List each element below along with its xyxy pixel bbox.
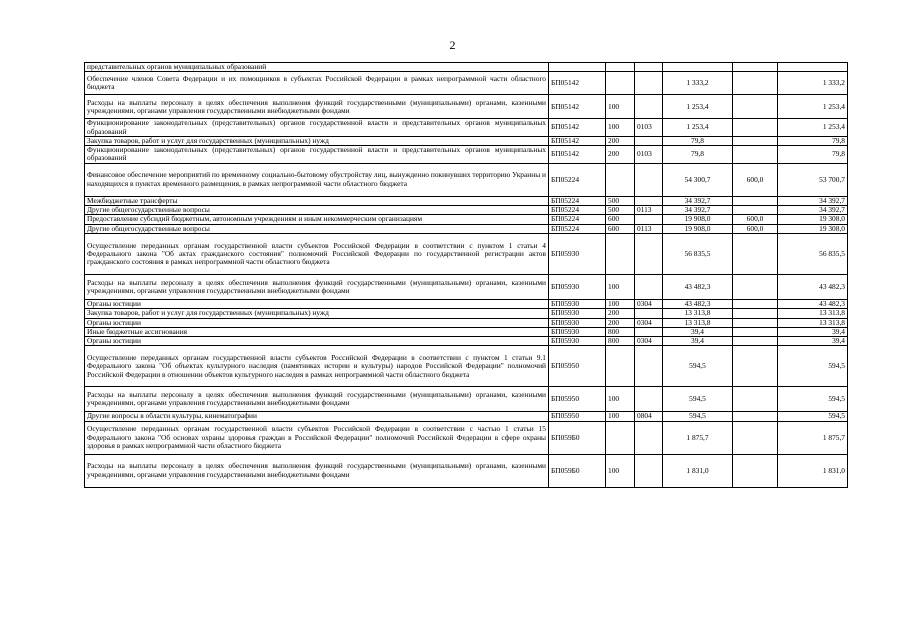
row-amount-approved: 1 875,7 xyxy=(663,421,733,454)
row-amount-approved: 594,5 xyxy=(663,412,733,421)
row-expense-type: 800 xyxy=(606,327,635,336)
row-amount-approved: 1 253,4 xyxy=(663,95,733,119)
table-row xyxy=(85,233,848,274)
row-amount-total: 34 392,7 xyxy=(778,206,848,215)
row-target-code: БП05930 xyxy=(549,337,606,346)
table-row xyxy=(85,196,848,205)
row-section-code xyxy=(635,454,663,487)
row-amount-total xyxy=(778,63,848,72)
row-amount-change xyxy=(733,337,778,346)
row-target-code: БП05930 xyxy=(549,299,606,308)
row-target-code: БП05224 xyxy=(549,163,606,196)
row-target-code: БП05950 xyxy=(549,412,606,421)
row-expense-type: 100 xyxy=(606,412,635,421)
table-row xyxy=(85,346,848,387)
table-row xyxy=(85,412,848,421)
row-amount-total: 1 333,2 xyxy=(778,72,848,95)
row-amount-approved: 43 482,3 xyxy=(663,274,733,299)
row-amount-total: 39,4 xyxy=(778,337,848,346)
row-amount-approved: 79,8 xyxy=(663,146,733,164)
row-description: Расходы на выплаты персоналу в целях обеспечения выполнения функций государственными (муниципальными) органами, казенными учреждениями, органами управления государственными внебюджетными фондами xyxy=(85,387,549,412)
row-amount-change xyxy=(733,274,778,299)
row-amount-change xyxy=(733,327,778,336)
table-row xyxy=(85,95,848,119)
row-target-code: БП05142 xyxy=(549,72,606,95)
row-expense-type xyxy=(606,421,635,454)
row-expense-type: 100 xyxy=(606,387,635,412)
row-description: Иные бюджетные ассигнования xyxy=(85,327,549,336)
row-amount-change xyxy=(733,454,778,487)
row-description: Обеспечение членов Совета Федерации и их помощников в субъектах Российской Федерации в рамках непрограммной части областного бюджета xyxy=(85,72,549,95)
row-amount-total: 1 875,7 xyxy=(778,421,848,454)
row-section-code xyxy=(635,421,663,454)
page-number: 2 xyxy=(449,38,456,52)
row-target-code: БП05224 xyxy=(549,224,606,233)
table-row xyxy=(85,274,848,299)
row-description: представительных органов муниципальных образований xyxy=(85,63,549,72)
table-row xyxy=(85,163,848,196)
row-expense-type: 800 xyxy=(606,337,635,346)
row-amount-change xyxy=(733,119,778,137)
row-description: Органы юстиции xyxy=(85,299,549,308)
table-row xyxy=(85,327,848,336)
row-amount-approved: 39,4 xyxy=(663,327,733,336)
row-target-code: БП05142 xyxy=(549,136,606,145)
row-amount-change xyxy=(733,346,778,387)
row-amount-total: 43 482,3 xyxy=(778,274,848,299)
row-expense-type xyxy=(606,163,635,196)
row-section-code xyxy=(635,72,663,95)
row-amount-change: 600,0 xyxy=(733,163,778,196)
row-description: Функционирование законодательных (представительных) органов государственной власти и представительных органов муниципальных образований xyxy=(85,146,549,164)
row-amount-change xyxy=(733,299,778,308)
row-amount-total: 43 482,3 xyxy=(778,299,848,308)
row-amount-total: 34 392,7 xyxy=(778,196,848,205)
row-description: Другие общегосударственные вопросы xyxy=(85,224,549,233)
row-section-code xyxy=(635,387,663,412)
row-amount-total: 13 313,8 xyxy=(778,318,848,327)
row-target-code: БП05950 xyxy=(549,346,606,387)
row-description: Предоставление субсидий бюджетным, автономным учреждениям и иным некоммерческим организациям xyxy=(85,215,549,224)
row-amount-total: 594,5 xyxy=(778,387,848,412)
row-amount-change xyxy=(733,72,778,95)
row-description: Осуществление переданных органам государственной власти субъектов Российской Федерации в соответствии с пунктом 1 статьи 4 Федерального закона "Об актах гражданского состояния" полномочий Российской Федерации по государственной регистрации актов гражданского состояния в рамках непрограммной части областного бюджета xyxy=(85,233,549,274)
row-expense-type: 100 xyxy=(606,299,635,308)
row-section-code: 0113 xyxy=(635,206,663,215)
row-amount-total: 1 831,0 xyxy=(778,454,848,487)
row-expense-type: 200 xyxy=(606,318,635,327)
row-amount-total: 79,8 xyxy=(778,136,848,145)
row-section-code: 0304 xyxy=(635,337,663,346)
row-expense-type: 500 xyxy=(606,206,635,215)
row-description: Расходы на выплаты персоналу в целях обеспечения выполнения функций государственными (муниципальными) органами, казенными учреждениями, органами управления государственными внебюджетными фондами xyxy=(85,274,549,299)
row-description: Осуществление переданных органам государственной власти субъектов Российской Федерации в соответствии с пунктом 1 статьи 9.1 Федерального закона "Об объектах культурного наследия (памятниках истории и культуры) народов Российской Федерации" полномочий Российской Федерации в отношении объектов культурного наследия в рамках непрограммной части областного бюджета xyxy=(85,346,549,387)
row-description: Расходы на выплаты персоналу в целях обеспечения выполнения функций государственными (муниципальными) органами, казенными учреждениями, органами управления государственными внебюджетными фондами xyxy=(85,454,549,487)
row-target-code: БП05930 xyxy=(549,233,606,274)
row-expense-type xyxy=(606,346,635,387)
row-expense-type: 100 xyxy=(606,119,635,137)
row-amount-approved: 13 313,8 xyxy=(663,309,733,318)
row-amount-total: 13 313,8 xyxy=(778,309,848,318)
row-amount-approved: 43 482,3 xyxy=(663,299,733,308)
row-section-code: 0103 xyxy=(635,119,663,137)
row-amount-total: 39,4 xyxy=(778,327,848,336)
table-row xyxy=(85,215,848,224)
row-target-code xyxy=(549,63,606,72)
row-section-code xyxy=(635,346,663,387)
row-amount-total: 1 253,4 xyxy=(778,95,848,119)
row-target-code: БП05224 xyxy=(549,196,606,205)
row-amount-approved: 13 313,8 xyxy=(663,318,733,327)
table-row xyxy=(85,337,848,346)
table-row xyxy=(85,421,848,454)
row-section-code xyxy=(635,274,663,299)
row-amount-total: 1 253,4 xyxy=(778,119,848,137)
row-target-code: БП05930 xyxy=(549,318,606,327)
row-expense-type: 200 xyxy=(606,146,635,164)
row-expense-type xyxy=(606,63,635,72)
row-amount-change xyxy=(733,63,778,72)
row-amount-approved: 19 908,0 xyxy=(663,215,733,224)
row-expense-type: 100 xyxy=(606,454,635,487)
row-expense-type: 200 xyxy=(606,136,635,145)
row-description: Финансовое обеспечение мероприятий по временному социально-бытовому обустройству лиц, вынужденно покинувших территорию Украины и находящихся в пунктах временного размещения, в рамках непрограммной части областного бюджета xyxy=(85,163,549,196)
row-target-code: БП05142 xyxy=(549,119,606,137)
row-target-code: БП059Б0 xyxy=(549,421,606,454)
row-description: Осуществление переданных органам государственной власти субъектов Российской Федерации в соответствии с частью 1 статьи 15 Федерального закона "Об основах охраны здоровья граждан в Российской Федерации" полномочий Российской Федерации в сфере охраны здоровья в рамках непрограммной части областного бюджета xyxy=(85,421,549,454)
row-description: Расходы на выплаты персоналу в целях обеспечения выполнения функций государственными (муниципальными) органами, казенными учреждениями, органами управления государственными внебюджетными фондами xyxy=(85,95,549,119)
table-row xyxy=(85,454,848,487)
row-section-code xyxy=(635,95,663,119)
row-expense-type: 600 xyxy=(606,224,635,233)
row-amount-total: 594,5 xyxy=(778,412,848,421)
row-description: Органы юстиции xyxy=(85,337,549,346)
row-amount-approved: 19 908,0 xyxy=(663,224,733,233)
row-amount-approved: 1 831,0 xyxy=(663,454,733,487)
row-section-code xyxy=(635,215,663,224)
row-amount-change: 600,0 xyxy=(733,215,778,224)
row-amount-approved: 34 392,7 xyxy=(663,206,733,215)
row-expense-type: 200 xyxy=(606,309,635,318)
row-expense-type: 500 xyxy=(606,196,635,205)
row-section-code: 0113 xyxy=(635,224,663,233)
row-amount-total: 19 308,0 xyxy=(778,224,848,233)
table-row xyxy=(85,309,848,318)
row-section-code xyxy=(635,136,663,145)
row-section-code: 0304 xyxy=(635,299,663,308)
table-row xyxy=(85,318,848,327)
table-row xyxy=(85,224,848,233)
row-expense-type: 600 xyxy=(606,215,635,224)
row-amount-change xyxy=(733,318,778,327)
row-description: Межбюджетные трансферты xyxy=(85,196,549,205)
row-target-code: БП05950 xyxy=(549,387,606,412)
row-amount-change xyxy=(733,421,778,454)
row-amount-approved: 56 835,5 xyxy=(663,233,733,274)
row-description: Функционирование законодательных (представительных) органов государственной власти и представительных органов муниципальных образований xyxy=(85,119,549,137)
row-amount-approved: 54 300,7 xyxy=(663,163,733,196)
row-amount-change xyxy=(733,196,778,205)
table-row xyxy=(85,299,848,308)
row-amount-approved: 39,4 xyxy=(663,337,733,346)
row-target-code: БП05224 xyxy=(549,206,606,215)
row-section-code xyxy=(635,63,663,72)
row-section-code: 0103 xyxy=(635,146,663,164)
row-amount-change xyxy=(733,233,778,274)
row-section-code xyxy=(635,233,663,274)
row-expense-type: 100 xyxy=(606,274,635,299)
row-amount-change xyxy=(733,412,778,421)
row-section-code: 0804 xyxy=(635,412,663,421)
row-amount-change xyxy=(733,136,778,145)
row-amount-change xyxy=(733,309,778,318)
row-amount-total: 56 835,5 xyxy=(778,233,848,274)
row-amount-change xyxy=(733,146,778,164)
row-section-code: 0304 xyxy=(635,318,663,327)
row-amount-approved: 594,5 xyxy=(663,346,733,387)
row-target-code: БП059Б0 xyxy=(549,454,606,487)
table-row xyxy=(85,206,848,215)
row-description: Другие общегосударственные вопросы xyxy=(85,206,549,215)
budget-table xyxy=(84,62,848,488)
row-amount-total: 53 700,7 xyxy=(778,163,848,196)
row-target-code: БП05930 xyxy=(549,327,606,336)
table-row xyxy=(85,146,848,164)
row-amount-approved: 1 333,2 xyxy=(663,72,733,95)
row-amount-change xyxy=(733,387,778,412)
row-target-code: БП05930 xyxy=(549,309,606,318)
row-expense-type xyxy=(606,233,635,274)
row-section-code xyxy=(635,163,663,196)
row-section-code xyxy=(635,327,663,336)
row-target-code: БП05930 xyxy=(549,274,606,299)
row-description: Другие вопросы в области культуры, кинематографии xyxy=(85,412,549,421)
row-amount-change: 600,0 xyxy=(733,224,778,233)
row-amount-change xyxy=(733,206,778,215)
row-amount-change xyxy=(733,95,778,119)
row-amount-total: 79,8 xyxy=(778,146,848,164)
row-description: Органы юстиции xyxy=(85,318,549,327)
row-amount-total: 594,5 xyxy=(778,346,848,387)
row-target-code: БП05142 xyxy=(549,95,606,119)
table-row xyxy=(85,119,848,137)
row-section-code xyxy=(635,196,663,205)
row-description: Закупка товаров, работ и услуг для государственных (муниципальных) нужд xyxy=(85,309,549,318)
row-expense-type xyxy=(606,72,635,95)
row-amount-approved xyxy=(663,63,733,72)
row-target-code: БП05142 xyxy=(549,146,606,164)
row-expense-type: 100 xyxy=(606,95,635,119)
row-amount-approved: 594,5 xyxy=(663,387,733,412)
row-amount-approved: 34 392,7 xyxy=(663,196,733,205)
row-amount-approved: 1 253,4 xyxy=(663,119,733,137)
table-row xyxy=(85,387,848,412)
row-section-code xyxy=(635,309,663,318)
row-description: Закупка товаров, работ и услуг для государственных (муниципальных) нужд xyxy=(85,136,549,145)
table-row xyxy=(85,72,848,95)
row-target-code: БП05224 xyxy=(549,215,606,224)
table-row xyxy=(85,136,848,145)
row-amount-approved: 79,8 xyxy=(663,136,733,145)
table-row xyxy=(85,63,848,72)
row-amount-total: 19 308,0 xyxy=(778,215,848,224)
